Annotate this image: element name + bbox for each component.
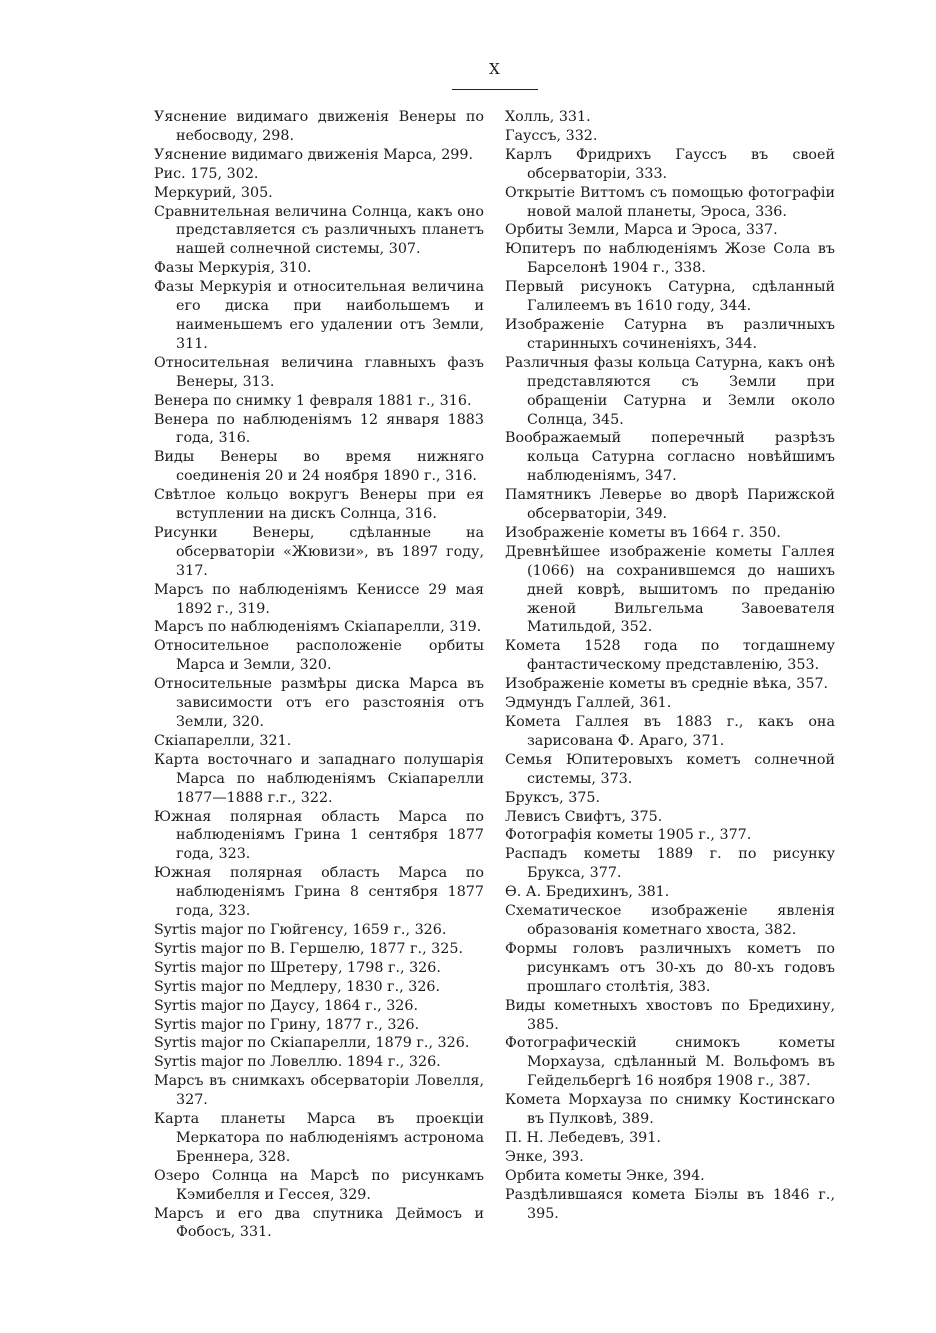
index-entry: Южная полярная область Марса по наблюденіямъ Грина 8 сентября 1877 года, 323. [154,865,484,920]
index-entry: Уяснение видимаго движенія Марса, 299. [154,146,474,163]
index-entry: Syrtis major по Грину, 1877 г., 326. [154,1016,420,1033]
index-entry: Относительная величина главныхъ фазъ Венеры, 313. [154,354,484,390]
index-entry: Древнѣйшее изображеніе кометы Галлея (1066) на сохранившемся до нашихъ дней коврѣ, вышитомъ по преданію женой Вильгельма Завоевателя Матильдой, 352. [505,543,835,636]
index-entry: Формы головъ различныхъ кометъ по рисункамъ отъ 30-хъ до 80-хъ годовъ прошлаго столѣтія, 383. [505,940,835,995]
index-entry: Syrtis major по Медлеру, 1830 г., 326. [154,978,441,995]
index-entry: Скіапарелли, 321. [154,732,292,749]
index-entry: Свѣтлое кольцо вокругъ Венеры при ея вступлении на дискъ Солнца, 316. [154,487,484,523]
index-entry: Syrtis major по Скіапарелли, 1879 г., 326. [154,1035,470,1052]
index-entry: Воображаемый поперечный разрѣзъ кольца Сатурна согласно новѣйшимъ наблюденіямъ, 347. [505,430,835,485]
index-column-left [154,108,484,1242]
index-entry: Карта восточнаго и западнаго полушарія Марса по наблюденіямъ Скіапарелли 1877—1888 г.г., 322. [154,751,484,806]
index-entry: Озеро Солнца на Марсѣ по рисункамъ Кэмибелля и Гессея, 329. [154,1167,484,1203]
index-entry: Сравнительная величина Солнца, какъ оно представляется съ различныхъ планетъ нашей солнечной системы, 307. [154,203,484,258]
index-entry: Относительное расположеніе орбиты Марса и Земли, 320. [154,638,484,674]
index-entry: Марсъ по наблюденіямъ Кениссе 29 мая 1892 г., 319. [154,581,484,617]
index-entry: Меркурий, 305. [154,184,273,201]
index-entry: Венера по наблюденіямъ 12 января 1883 года, 316. [154,411,484,447]
index-entry: Комета Галлея въ 1883 г., какъ она зарисована Ф. Араго, 371. [505,714,835,749]
index-entry: Syrtis major по В. Гершелю, 1877 г., 325. [154,940,464,957]
index-entry: Фотографическій снимокъ кометы Морхауза, сдѣланный М. Вольфомъ въ Гейдельбергѣ 16 ноября 1908 г., 387. [505,1035,835,1090]
index-entry: Холль, 331. [505,109,591,125]
page-number: X [489,60,501,78]
index-entry: Syrtis major по Даусу, 1864 г., 326. [154,997,419,1014]
index-entry: Виды кометныхъ хвостовъ по Бредихину, 385. [505,997,835,1033]
index-entry: Syrtis major по Гюйгенсу, 1659 г., 326. [154,921,447,938]
index-entry: Венера по снимку 1 февраля 1881 г., 316. [154,392,472,409]
index-entry: Изображеніе кометы въ 1664 г. 350. [505,524,781,541]
index-entry: Фотографія кометы 1905 г., 377. [505,827,752,844]
index-entry: Виды Венеры во время нижняго соединенія 20 и 24 ноября 1890 г., 316. [154,449,484,485]
index-entry: Марсъ и его два спутника Деймосъ и Фобосъ, 331. [154,1205,484,1241]
index-entry: Фазы Меркурія и относительная величина его диска при наибольшемъ и наименьшемъ его удалении отъ Земли, 311. [154,279,484,352]
index-entry: Семья Юпитеровыхъ кометъ солнечной системы, 373. [505,751,835,787]
index-entry: Рисунки Венеры, сдѣланные на обсерваторіи «Жювизи», въ 1897 году, 317. [154,524,484,579]
index-entry: Рис. 175, 302. [154,165,259,182]
index-entry: Юпитеръ по наблюденіямъ Жозе Сола въ Барселонѣ 1904 г., 338. [505,241,835,277]
index-entry: Энке, 393. [505,1148,584,1165]
index-entry: Эдмундъ Галлей, 361. [505,695,672,712]
index-entry: Карлъ Фридрихъ Гауссъ въ своей обсерваторіи, 333. [505,146,835,182]
index-entry: Syrtis major по Шретеру, 1798 г., 326. [154,959,441,976]
index-entry: Марсъ по наблюденіямъ Скіапарелли, 319. [154,619,482,636]
index-entry: Орбиты Земли, Марса и Эроса, 337. [505,222,778,239]
index-entry: Карта планеты Марса въ проекціи Меркатора по наблюденіямъ астронома Бреннера, 328. [154,1111,484,1165]
index-entry: Фазы Меркурія, 310. [154,260,312,277]
index-entry: Марсъ въ снимкахъ обсерваторіи Ловелля, 327. [154,1073,484,1109]
index-entry: Южная полярная область Марса по наблюденіямъ Грина 1 сентября 1877 года, 323. [154,808,484,863]
index-entry: Различныя фазы кольца Сатурна, какъ онѣ представляются съ Земли при обращеніи Сатурна и Земли около Солнца, 345. [505,354,835,428]
index-entry: Относительные размѣры диска Марса въ зависимости отъ его разстоянія отъ Земли, 320. [154,676,484,730]
index-entry: Уяснение видимаго движенія Венеры по небосводу, 298. [154,109,484,144]
index-entry: Первый рисунокъ Сатурна, сдѣланный Галилеемъ въ 1610 году, 344. [505,279,835,315]
index-entry: П. Н. Лебедевъ, 391. [505,1129,661,1146]
index-entry: Комета 1528 года по тогдашнему фантастическому представленію, 353. [505,638,835,674]
index-entry: Изображеніе кометы въ средніе вѣка, 357. [505,676,829,693]
index-entry: Схематическое изображеніе явленія образованія кометнаго хвоста, 382. [505,903,835,938]
index-entry: Гауссъ, 332. [505,127,598,144]
index-entry: Ѳ. А. Бредихинъ, 381. [505,884,670,901]
index-entry: Комета Морхауза по снимку Костинскаго въ Пулковѣ, 389. [505,1092,835,1128]
index-entry: Орбита кометы Энке, 394. [505,1167,705,1184]
index-entry: Левисъ Свифтъ, 375. [505,808,663,825]
index-entry: Syrtis major по Ловеллю. 1894 г., 326. [154,1054,441,1071]
index-entry: Раздѣлившаяся комета Біэлы въ 1846 г., 395. [505,1186,835,1222]
index-entry: Распадъ кометы 1889 г. по рисунку Брукса, 377. [505,846,835,882]
index-entry: Бруксъ, 375. [505,789,601,806]
index-entry: Памятникъ Леверье во дворѣ Парижской обсерваторіи, 349. [505,487,835,523]
index-entry: Открытіе Виттомъ съ помощью фотографіи новой малой планеты, Эроса, 336. [505,184,835,220]
index-entry: Изображеніе Сатурна въ различныхъ старинныхъ сочиненіяхъ, 344. [505,316,835,352]
index-column-right [505,108,835,1223]
page-number-rule [452,89,538,90]
